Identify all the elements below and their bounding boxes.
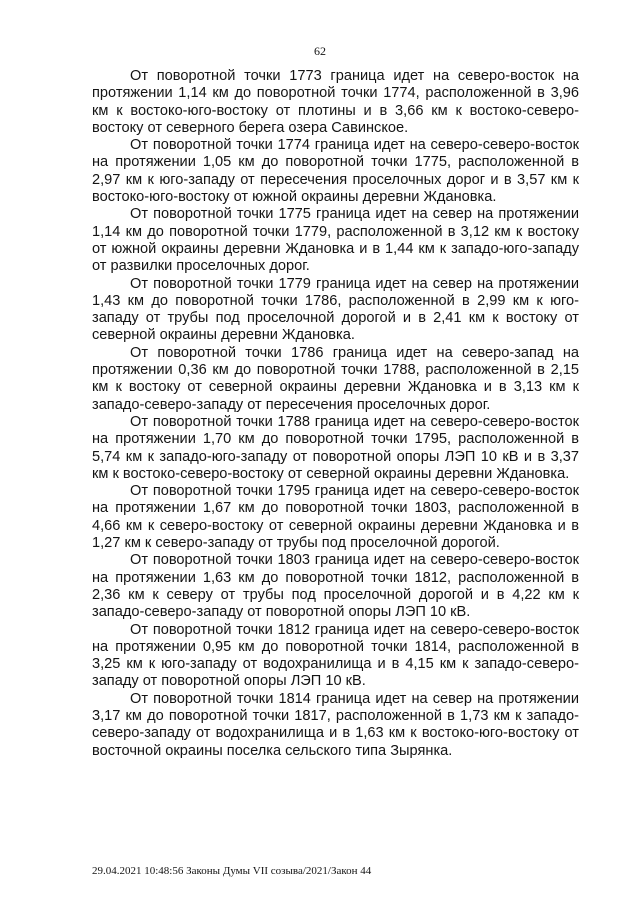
- document-footer: 29.04.2021 10:48:56 Законы Думы VII созыва/2021/Закон 44: [92, 865, 372, 877]
- page-number: 62: [314, 44, 326, 58]
- paragraph-1812: От поворотной точки 1812 граница идет на северо-северо-восток на протяжении 0,95 км до поворотной точки 1814, расположенной в 3,25 км к юго-западу от водохранилища и в 4,15 км к западо-северо-западу от поворотной опоры ЛЭП 10 кВ.: [92, 621, 579, 690]
- paragraph-1788: От поворотной точки 1788 граница идет на северо-северо-восток на протяжении 1,70 км до поворотной точки 1795, расположенной в 5,74 км к западо-юго-западу от поворотной опоры ЛЭП 10 кВ и в 3,37 км к востоко-северо-востоку от северной окраины деревни Ждановка.: [92, 413, 579, 482]
- paragraph-1803: От поворотной точки 1803 граница идет на северо-северо-восток на протяжении 1,63 км до поворотной точки 1812, расположенной в 2,36 км к северу от трубы под проселочной дорогой и в 4,22 км к западо-северо-западу от поворотной опоры ЛЭП 10 кВ.: [92, 552, 579, 621]
- paragraph-1774: От поворотной точки 1774 граница идет на северо-северо-восток на протяжении 1,05 км до поворотной точки 1775, расположенной в 2,97 км к юго-западу от пересечения проселочных дорог и в 3,57 км к востоко-юго-востоку от южной окраины деревни Ждановка.: [92, 137, 579, 206]
- document-body: [92, 68, 579, 760]
- paragraph-1773: От поворотной точки 1773 граница идет на северо-восток на протяжении 1,14 км до поворотной точки 1774, расположенной в 3,96 км к востоко-юго-востоку от плотины и в 3,66 км к востоко-северо-востоку от северного берега озера Савинское.: [92, 68, 579, 136]
- paragraph-1786: От поворотной точки 1786 граница идет на северо-запад на протяжении 0,36 км до поворотной точки 1788, расположенной в 2,15 км к востоку от северной окраины деревни Ждановка и в 3,13 км к западо-северо-западу от пересечения проселочных дорог.: [92, 344, 579, 413]
- paragraph-1795: От поворотной точки 1795 граница идет на северо-северо-восток на протяжении 1,67 км до поворотной точки 1803, расположенной в 4,66 км к северо-востоку от северной окраины деревни Ждановка и в 1,27 км к северо-западу от трубы под проселочной дорогой.: [92, 483, 579, 552]
- paragraph-1775: От поворотной точки 1775 граница идет на север на протяжении 1,14 км до поворотной точки 1779, расположенной в 3,12 км к востоку от южной окраины деревни Ждановка и в 1,44 км к западо-юго-западу от развилки проселочных дорог.: [92, 206, 579, 275]
- scan-margin-marks: [620, 560, 628, 890]
- paragraph-1814: От поворотной точки 1814 граница идет на север на протяжении 3,17 км до поворотной точки 1817, расположенной в 1,73 км к западо-северо-западу от водохранилища и в 1,63 км к востоко-юго-востоку от восточной окраины поселка сельского типа Зырянка.: [92, 690, 579, 759]
- paragraph-1779: От поворотной точки 1779 граница идет на север на протяжении 1,43 км до поворотной точки 1786, расположенной в 2,99 км к юго-западу от трубы под проселочной дорогой и в 2,41 км к востоку от северной окраины деревни Ждановка.: [92, 275, 579, 344]
